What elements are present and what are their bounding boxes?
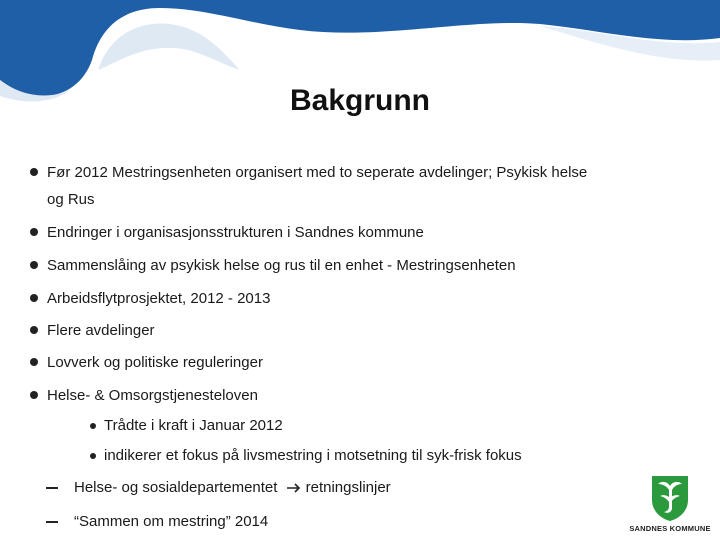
slide-title: Bakgrunn bbox=[289, 84, 430, 117]
bullet-item: Helse- & Omsorgstjenesteloven bbox=[47, 387, 258, 404]
bullet-item: Flere avdelinger bbox=[47, 322, 155, 339]
bullet-item: Arbeidsflytprosjektet, 2012 - 2013 bbox=[47, 290, 271, 307]
bullet-dot bbox=[30, 261, 38, 269]
dash-marker bbox=[46, 521, 58, 523]
shield-logo-icon bbox=[624, 474, 716, 522]
dash-marker bbox=[46, 487, 58, 489]
bullet-dot bbox=[30, 326, 38, 334]
bullet-dot bbox=[30, 294, 38, 302]
dash-item bbox=[46, 471, 391, 504]
sub-bullet-text: indikerer et fokus på livsmestring i motsetning til syk-frisk fokus bbox=[104, 447, 522, 464]
sub-bullet-item bbox=[90, 439, 522, 472]
bullet-item: Sammenslåing av psykisk helse og rus til en enhet - Mestringsenheten bbox=[47, 257, 516, 274]
bullet-dot bbox=[30, 168, 38, 176]
sandnes-kommune-logo bbox=[624, 474, 716, 536]
bullet-dot bbox=[30, 391, 38, 399]
sub-bullet-item bbox=[90, 409, 283, 442]
dash-text: “Sammen om mestring” 2014 bbox=[74, 513, 269, 530]
bullet-item: Endringer i organisasjonsstrukturen i Sandnes kommune bbox=[47, 224, 424, 241]
dash-item bbox=[46, 505, 268, 538]
bullet-item: Lovverk og politiske reguleringer bbox=[47, 354, 263, 371]
bullet-item: Før 2012 Mestringsenheten organisert med to seperate avdelinger; Psykisk helse bbox=[47, 164, 588, 181]
dash-text-after: retningslinjer bbox=[305, 479, 391, 496]
sub-bullet-text: Trådte i kraft i Januar 2012 bbox=[104, 417, 283, 434]
sub-bullet-dot bbox=[90, 453, 96, 459]
logo-text: SANDNES KOMMUNE bbox=[629, 524, 711, 533]
bullet-item-continuation: og Rus bbox=[47, 191, 95, 208]
sub-bullet-dot bbox=[90, 423, 96, 429]
bullet-dot bbox=[30, 228, 38, 236]
dash-text: Helse- og sosialdepartementet bbox=[74, 479, 278, 496]
arrow-right-icon bbox=[286, 482, 302, 494]
bullet-dot bbox=[30, 358, 38, 366]
